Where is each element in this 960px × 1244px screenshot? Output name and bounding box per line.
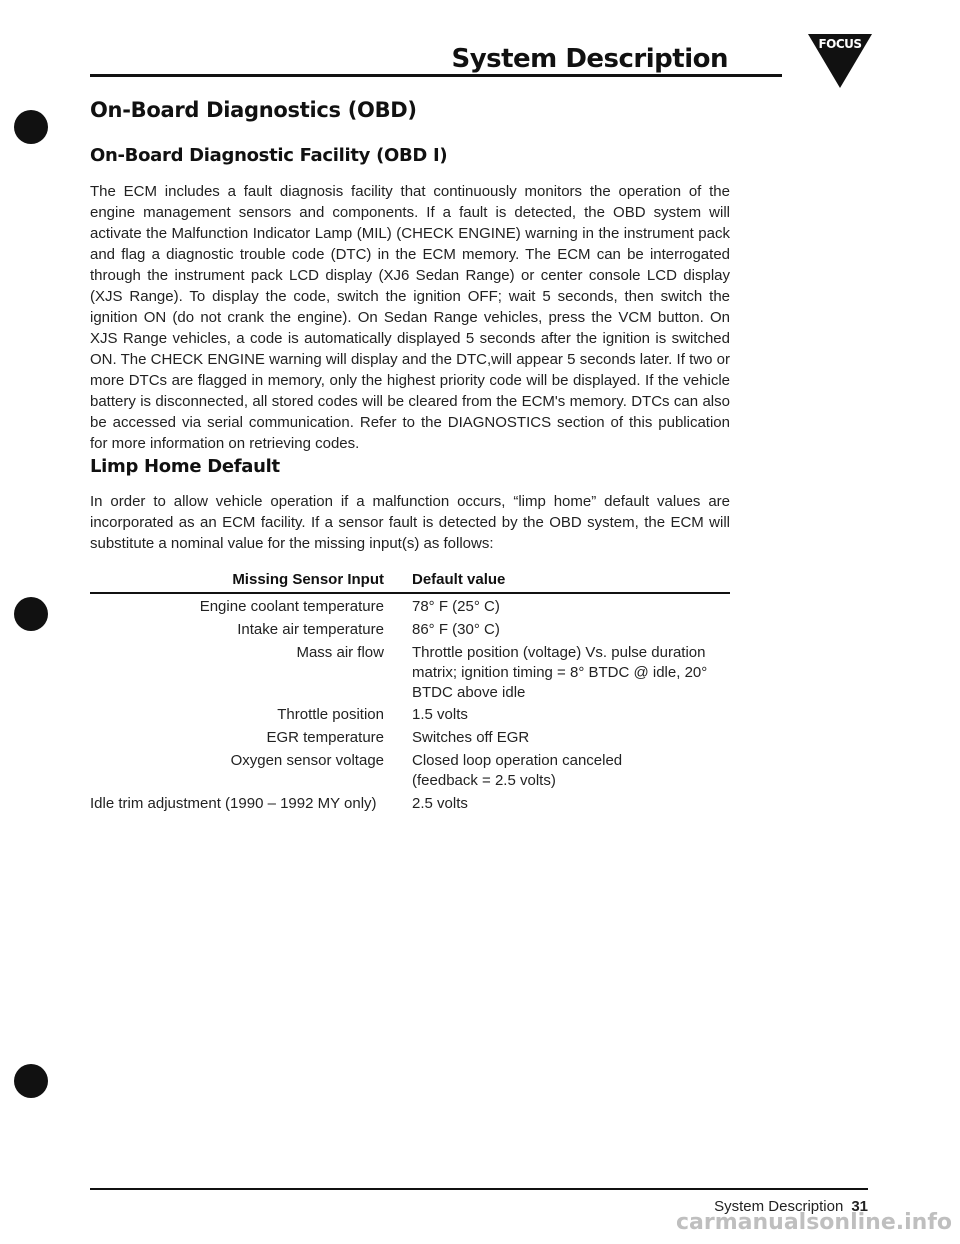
focus-logo (800, 34, 880, 90)
row-value: 78° F (25° C) (412, 598, 500, 615)
limp-home-paragraph: In order to allow vehicle operation if a malfunction occurs, “limp home” default values are incorporated as an ECM facility. If a sensor fault is detected by the OBD system, the ECM will substitute a nominal value for the missing input(s) as follows: (90, 493, 730, 552)
obd-paragraph: The ECM includes a fault diagnosis facility that continuously monitors the operation of the engine management sensors and components. If a fault is detected, the OBD system will activate the Malfunction Indicator Lamp (MIL) (CHECK ENGINE) warning in the instrument pack and flag a diagnostic trouble code (DTC) in the ECM memory. The ECM can be interrogated through the instrument pack LCD display (XJ6 Sedan Range) or center console LCD display (XJS Range). To display the code, switch the ignition OFF; wait 5 seconds, then switch the ignition ON (do not crank the engine). On Sedan Range vehicles, press the VCM button. On XJS Range vehicles, a code is automatically displayed 5 seconds after the ignition is switched ON. The CHECK ENGINE warning will display and the DTC,will appear 5 seconds later. If two or more DTCs are flagged in memory, only the highest priority code will be displayed. If the vehicle battery is disconnected, all stored codes will be cleared from the ECM's memory. DTCs can also be accessed via serial communication. Refer to the DIAGNOSTICS section of this publication for more information on retrieving codes. (90, 183, 730, 452)
header-rule (90, 74, 782, 77)
section-title: On-Board Diagnostics (OBD) (90, 98, 417, 122)
focus-logo-text: FOCUS (818, 37, 862, 51)
row-value: Closed loop operation canceled (feedback = 2.5 volts) (412, 752, 623, 789)
column-header-value: Default value (412, 571, 506, 588)
row-value: Throttle position (voltage) Vs. pulse duration matrix; ignition timing = 8° BTDC @ idle, 20° BTDC above idle (412, 644, 708, 701)
row-input: Oxygen sensor voltage (230, 752, 384, 769)
footer-rule (90, 1188, 868, 1190)
table-header-rule (90, 592, 730, 594)
binder-hole-3 (14, 1064, 48, 1098)
header-title: System Description (451, 44, 728, 74)
row-input: EGR temperature (266, 729, 384, 746)
column-header-input: Missing Sensor Input (232, 571, 384, 588)
watermark: carmanualsonline.info (676, 1210, 952, 1235)
row-value: 86° F (30° C) (412, 621, 500, 638)
subsection-title: On-Board Diagnostic Facility (OBD I) (90, 145, 448, 166)
row-value: 2.5 volts (412, 795, 468, 812)
footer-label: System Description (714, 1198, 844, 1215)
row-input: Intake air temperature (237, 621, 384, 638)
row-input: Idle trim adjustment (1990 – 1992 MY only) (90, 795, 377, 812)
row-value: Switches off EGR (412, 729, 530, 746)
page-number: 31 (851, 1198, 868, 1215)
row-value: 1.5 volts (412, 706, 468, 723)
row-input: Throttle position (277, 706, 384, 723)
row-input: Engine coolant temperature (199, 598, 384, 615)
binder-hole-1 (14, 110, 48, 144)
row-input: Mass air flow (296, 644, 384, 661)
limp-home-title: Limp Home Default (90, 456, 280, 477)
